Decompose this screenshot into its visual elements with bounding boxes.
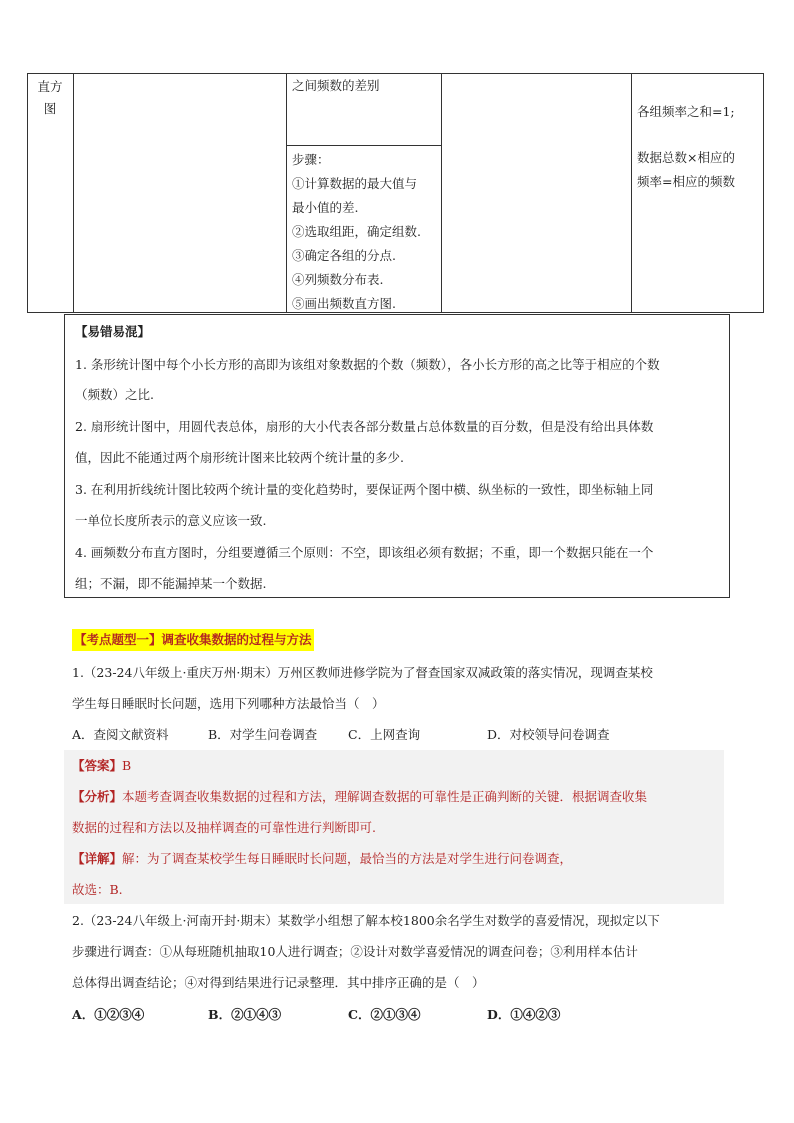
answer-line: [72, 756, 131, 776]
answer-value: B: [122, 758, 132, 773]
analysis-text: 数据的过程和方法以及抽样调查的可靠性进行判断即可.: [72, 820, 376, 835]
steps-title: 步骤：: [292, 152, 330, 167]
error-item: 1. 条形统计图中每个小长方形的高即为该组对象数据的个数（频数），各小长方形的高之比等于相应的个数: [75, 357, 660, 372]
detail-text: 故选：B.: [72, 882, 123, 897]
row-header-histogram: 直方图: [37, 79, 63, 116]
error-item: 值，因此不能通过两个扇形统计图来比较两个统计量的多少.: [75, 450, 404, 465]
error-box-title: 【易错易混】: [75, 324, 151, 339]
detail-tag: 【详解】: [72, 851, 123, 866]
question-2-option-a: A．①②③④: [72, 1007, 145, 1022]
section-heading: [72, 629, 314, 651]
table-divider: [286, 145, 441, 146]
table-divider: [73, 74, 74, 312]
method-table: [27, 73, 764, 313]
question-2-text: 2.（23-24八年级上·河南开封·期末）某数学小组想了解本校1800余名学生对数学的喜爱情况，现拟定以下: [72, 913, 660, 928]
error-item: 2. 扇形统计图中，用圆代表总体，扇形的大小代表各部分数量占总体数量的百分数，但是没有给出具体数: [75, 419, 654, 434]
question-1-text: 1.（23-24八年级上·重庆万州·期末）万州区教师进修学院为了督查国家双减政策的落实情况，现调查某校: [72, 665, 653, 680]
question-2-option-d: D．①④②③: [487, 1007, 561, 1022]
error-prone-box: [64, 314, 730, 598]
question-2-option-c: C．②①③④: [348, 1007, 421, 1022]
question-2-text: 步骤进行调查：①从每班随机抽取10人进行调查；②设计对数学喜爱情况的调查问卷；③利用样本估计: [72, 944, 638, 959]
step-item: 最小值的差.: [292, 200, 359, 215]
question-1-text: 学生每日睡眠时长问题，选用下列哪种方法最恰当（ ）: [72, 696, 385, 711]
answer-tag: 【答案】: [72, 758, 123, 773]
error-item: 一单位长度所表示的意义应该一致.: [75, 513, 267, 528]
detail-text: 解：为了调查某校学生每日睡眠时长问题，最恰当的方法是对学生进行问卷调查，: [122, 851, 573, 866]
table-divider: [441, 74, 442, 312]
note-item: 频率=相应的频数: [637, 174, 735, 189]
question-2-option-b: B．②①④③: [208, 1007, 282, 1022]
question-1-option-c: C．上网查询: [348, 727, 421, 742]
analysis-line: [72, 787, 647, 807]
section-title: 调查收集数据的过程与方法: [161, 632, 312, 647]
error-item: （频数）之比.: [75, 387, 154, 402]
question-1-option-b: B．对学生问卷调查: [208, 727, 318, 742]
step-item: ⑤画出频数直方图.: [292, 296, 396, 311]
note-item: 各组频率之和=1;: [637, 104, 735, 119]
analysis-text: 本题考查调查收集数据的过程和方法，理解调查数据的可靠性是正确判断的关键．根据调查收集: [122, 789, 648, 804]
table-divider: [286, 74, 287, 312]
desc-top: 之间频数的差别: [292, 78, 380, 93]
error-item: 4. 画频数分布直方图时，分组要遵循三个原则：不空，即该组必须有数据；不重，即一个数据只能在一个: [75, 545, 654, 560]
step-item: ①计算数据的最大值与: [292, 176, 418, 191]
detail-line: [72, 849, 572, 869]
question-2-text: 总体得出调查结论；④对得到结果进行记录整理．其中排序正确的是（ ）: [72, 975, 485, 990]
analysis-tag: 【分析】: [72, 789, 123, 804]
step-item: ③确定各组的分点.: [292, 248, 396, 263]
question-1-option-d: D．对校领导问卷调查: [487, 727, 610, 742]
error-item: 3. 在利用折线统计图比较两个统计量的变化趋势时，要保证两个图中横、纵坐标的一致性，即坐标轴上同: [75, 482, 654, 497]
step-item: ②选取组距，确定组数.: [292, 224, 421, 239]
table-divider: [631, 74, 632, 312]
question-1-option-a: A．查阅文献资料: [72, 727, 169, 742]
note-item: 数据总数×相应的: [637, 150, 735, 165]
step-item: ④列频数分布表.: [292, 272, 384, 287]
error-item: 组；不漏，即不能漏掉某一个数据.: [75, 576, 267, 591]
section-tag: 【考点题型一】: [74, 632, 162, 647]
